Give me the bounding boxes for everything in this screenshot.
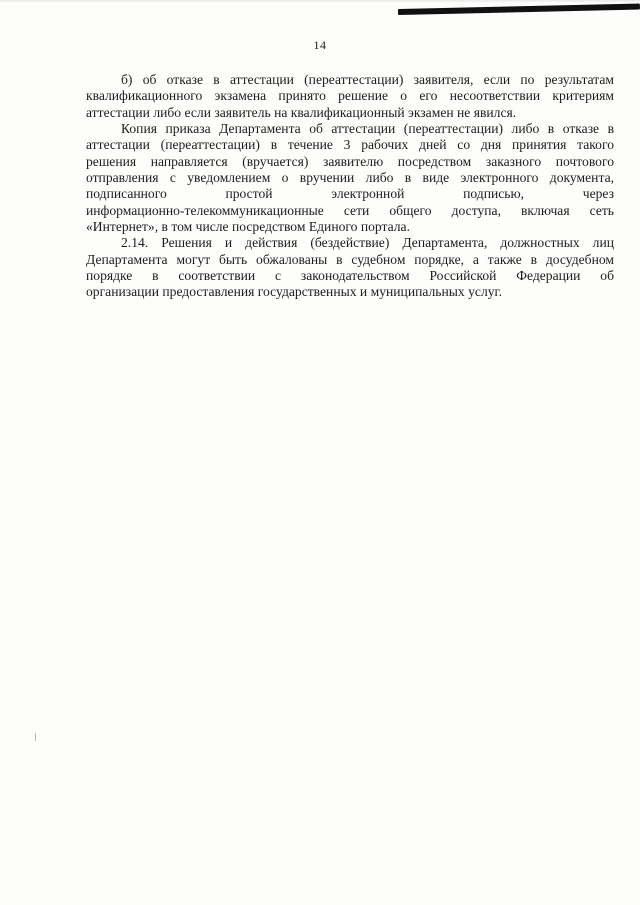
paragraph-line: Департамента могут быть обжалованы в судебном порядке, а также в досудебном xyxy=(86,251,614,267)
paragraph-line: б) об отказе в аттестации (переаттестации) заявителя, если по результатам xyxy=(121,72,614,87)
page-number: 14 xyxy=(313,38,327,52)
paragraph-line: аттестации либо если заявитель на квалификационный экзамен не явился. xyxy=(86,104,517,120)
paragraph-line: организации предоставления государственных и муниципальных услуг. xyxy=(86,284,502,300)
paragraph-line: решения направляется (вручается) заявителю посредством заказного почтового xyxy=(86,153,614,169)
paragraph-line: «Интернет», в том числе посредством Единого портала. xyxy=(86,219,410,235)
paragraph-line: информационно-телекоммуникационные сети общего доступа, включая сеть xyxy=(86,202,614,218)
paragraph-line: отправления с уведомлением о вручении либо в виде электронного документа, xyxy=(86,170,614,186)
paragraph-line: квалификационного экзамена принято решение о его несоответствии критериям xyxy=(86,88,614,104)
paragraph-line: порядке в соответствии с законодательством Российской Федерации об xyxy=(86,268,614,284)
paragraph-line: аттестации (переаттестации) в течение 3 рабочих дней со дня принятия такого xyxy=(86,137,614,153)
scan-speck xyxy=(35,733,36,741)
paragraph-line: Копия приказа Департамента об аттестации (переаттестации) либо в отказе в xyxy=(121,121,614,137)
scan-edge xyxy=(0,0,640,3)
scan-artifact-mark xyxy=(398,4,640,15)
document-body xyxy=(86,72,614,301)
paragraph-line: подписанного простой электронной подписью, через xyxy=(86,186,614,202)
paragraph-line: 2.14. Решения и действия (бездействие) Департамента, должностных лиц xyxy=(121,235,614,251)
